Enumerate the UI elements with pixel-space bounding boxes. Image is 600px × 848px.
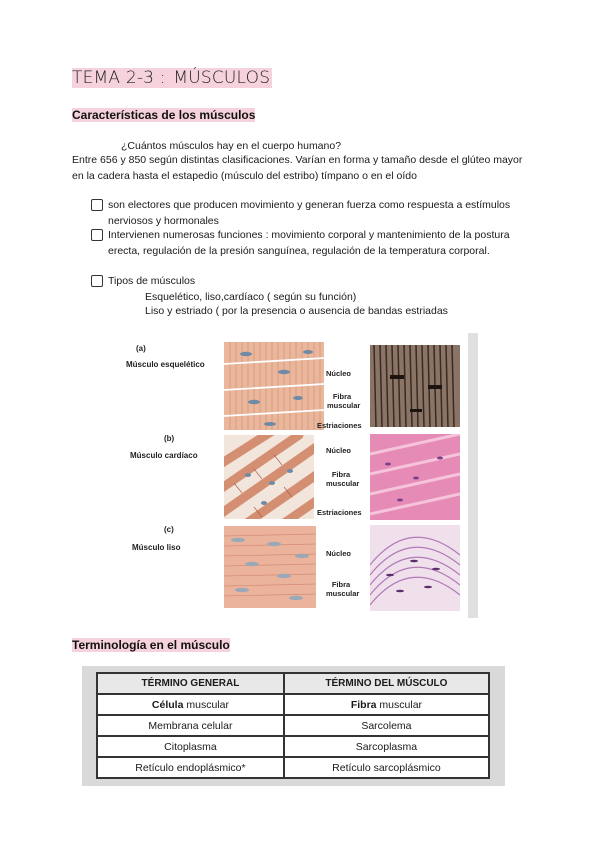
- section-heading-characteristics: Características de los músculos: [72, 108, 256, 122]
- checkbox[interactable]: [91, 275, 103, 287]
- panel-letter: (a): [136, 344, 146, 353]
- checklist-item[interactable]: Intervienen numerosas funciones : movimiento corporal y mantenimiento de la postura erecta, regulación de la presión sanguínea, regulación de la temperatura corporal.: [91, 228, 531, 259]
- table-header-row: [97, 673, 489, 694]
- panel-name: Músculo esquelético: [126, 360, 205, 369]
- annotation-nucleus: Núcleo: [326, 549, 352, 558]
- muscle-types-figure: [120, 333, 478, 618]
- panel-letter: (b): [164, 434, 175, 443]
- annotation-nucleus: Núcleo: [326, 369, 352, 378]
- table-cell: Sarcoplasma: [284, 736, 489, 757]
- table-row: [97, 757, 489, 778]
- smooth-micrograph: [370, 525, 460, 611]
- figure-border: [468, 333, 478, 618]
- smooth-muscle-illustration: [224, 526, 316, 608]
- table-cell: Fibra muscular: [284, 694, 489, 715]
- terminology-table: [96, 672, 490, 779]
- annotation-striations: Estriaciones: [317, 421, 362, 430]
- annotation-fiber: Fibra muscular: [327, 392, 361, 410]
- panel-name: Músculo cardíaco: [130, 451, 198, 460]
- annotation-fiber: Fibra muscular: [326, 580, 360, 598]
- checklist-item[interactable]: Tipos de músculos: [91, 274, 531, 290]
- annotation-striations: Estriaciones: [317, 508, 362, 517]
- panel-name: Músculo liso: [132, 543, 181, 552]
- table-cell: Célula muscular: [97, 694, 284, 715]
- title-main: MÚSCULOS: [173, 68, 271, 88]
- table-cell: Sarcolema: [284, 715, 489, 736]
- annotation-fiber: Fibra muscular: [326, 470, 360, 488]
- answer-text: Entre 656 y 850 según distintas clasificaciones. Varían en forma y tamaño desde el glúteo mayor en la cadera hasta el estapedio (músculo del estribo) tímpano o en el oído: [72, 154, 523, 182]
- table-cell: Citoplasma: [97, 736, 284, 757]
- cardiac-micrograph: [370, 434, 460, 520]
- table-cell: Retículo sarcoplásmico: [284, 757, 489, 778]
- table-row: [97, 694, 489, 715]
- muscle-type-line: Liso y estriado ( por la presencia o ausencia de bandas estriadas: [145, 305, 448, 317]
- panel-letter: (c): [164, 525, 174, 534]
- checkbox[interactable]: [91, 229, 103, 241]
- question-text: ¿Cuántos músculos hay en el cuerpo humano?: [121, 140, 342, 152]
- table-row: [97, 736, 489, 757]
- checklist-item[interactable]: son electores que producen movimiento y generan fuerza como respuesta a estímulos nerviosos y hormonales: [91, 198, 531, 229]
- skeletal-micrograph: [370, 345, 460, 427]
- section-heading-terminology: Terminología en el músculo: [72, 638, 230, 652]
- annotation-nucleus: Núcleo: [326, 446, 352, 455]
- table-cell: Retículo endoplásmico*: [97, 757, 284, 778]
- table-cell: Membrana celular: [97, 715, 284, 736]
- page-title: [72, 68, 272, 88]
- title-prefix: TEMA 2-3 :: [72, 68, 172, 88]
- terminology-table-container: [82, 666, 505, 786]
- muscle-type-line: Esquelético, liso,cardíaco ( según su función): [145, 291, 357, 303]
- checkbox[interactable]: [91, 199, 103, 211]
- skeletal-muscle-illustration: [224, 342, 324, 430]
- column-header: TÉRMINO GENERAL: [97, 673, 284, 694]
- table-row: [97, 715, 489, 736]
- column-header: TÉRMINO DEL MÚSCULO: [284, 673, 489, 694]
- cardiac-muscle-illustration: [224, 435, 314, 519]
